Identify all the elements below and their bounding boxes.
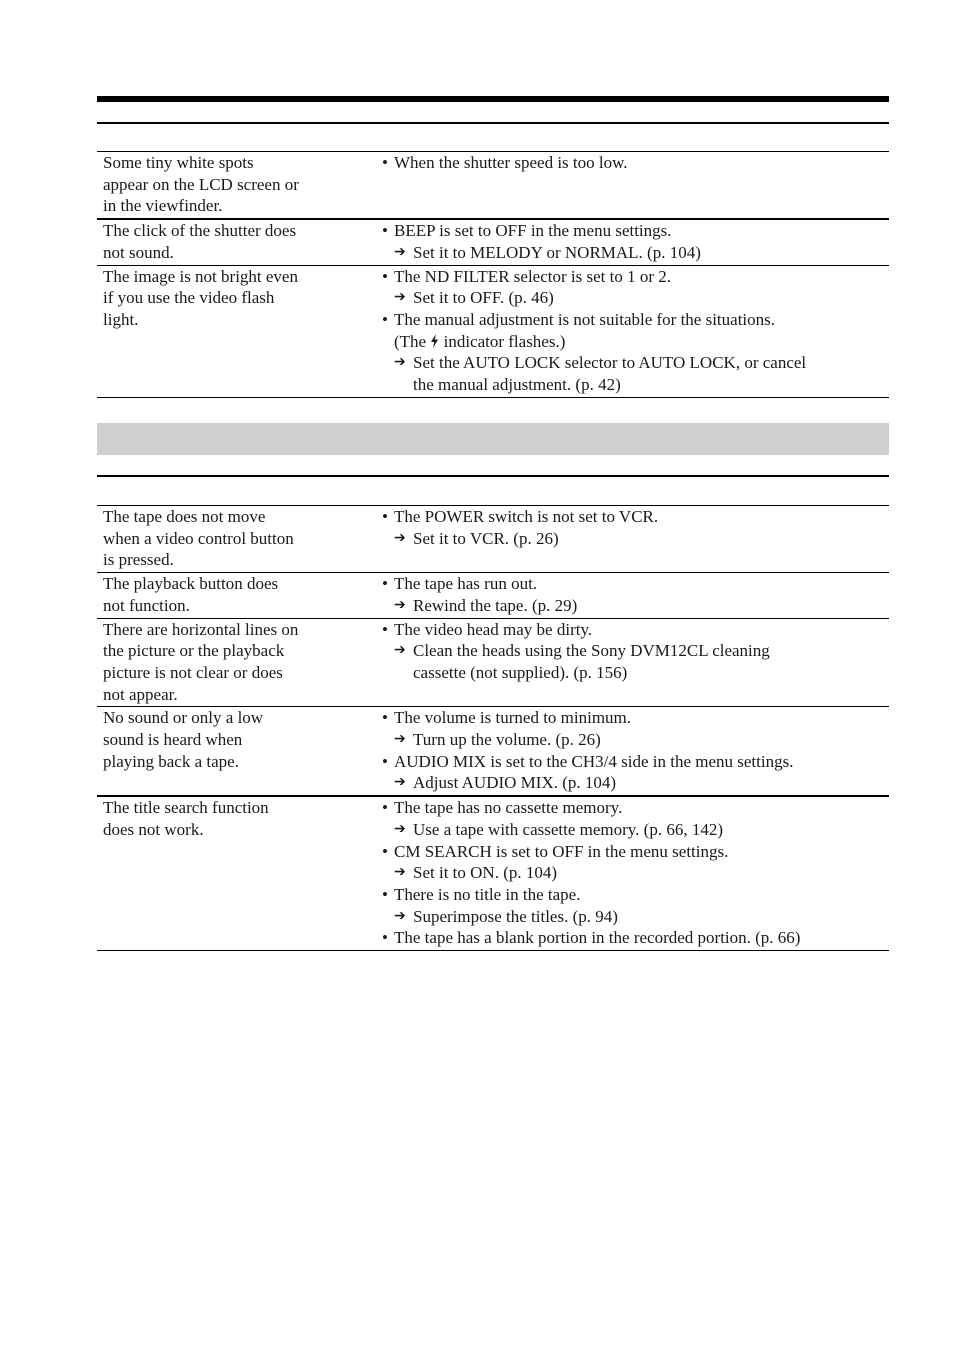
- cause-remedy-cell: [377, 573, 889, 618]
- symptom-line: playing back a tape.: [103, 751, 239, 771]
- cause-item: • AUDIO MIX is set to the CH3/4 side in the menu settings.: [381, 751, 881, 773]
- symptom-line: picture is not clear or does: [103, 662, 283, 682]
- cause-remedy-cell: [377, 796, 889, 950]
- cause-remedy-cell: [377, 152, 889, 220]
- symptom-cell: [97, 152, 377, 220]
- remedy-item: [381, 352, 881, 374]
- remedy-item: [381, 242, 881, 264]
- cause-item: • When the shutter speed is too low.: [381, 152, 881, 174]
- remedy-item: [381, 862, 881, 884]
- troubleshooting-table-playback: [97, 505, 889, 951]
- remedy-text: Set it to VCR. (p. 26): [413, 528, 559, 548]
- symptom-line: does not work.: [103, 819, 204, 839]
- symptom-line: The title search function: [103, 798, 269, 818]
- symptom-line: in the viewfinder.: [103, 196, 223, 216]
- remedy-text: Set the AUTO LOCK selector to AUTO LOCK, or cancel: [413, 353, 807, 373]
- symptom-cell: [97, 573, 377, 618]
- arrow-right-icon: ➔: [394, 908, 406, 924]
- remedy-item: [381, 729, 881, 751]
- remedy-continuation: cassette (not supplied). (p. 156): [413, 662, 628, 682]
- table-row: [97, 152, 889, 220]
- symptom-line: The image is not bright even: [103, 266, 298, 286]
- symptom-line: The tape does not move: [103, 507, 266, 526]
- remedy-text: Clean the heads using the Sony DVM12CL cleaning: [413, 641, 770, 661]
- symptom-line: light.: [103, 309, 139, 329]
- symptom-line: not function.: [103, 595, 190, 615]
- remedy-item: [381, 819, 881, 841]
- symptom-cell: [97, 707, 377, 796]
- symptom-line: if you use the video flash: [103, 288, 275, 308]
- top-heavy-rule: [97, 96, 889, 102]
- cause-continuation-pre: (The: [394, 331, 427, 351]
- remedy-text: Set it to MELODY or NORMAL. (p. 104): [413, 242, 701, 262]
- remedy-text: Rewind the tape. (p. 29): [413, 595, 578, 615]
- symptom-cell: [97, 219, 377, 265]
- arrow-right-icon: ➔: [394, 530, 406, 546]
- cause-item: • The video head may be dirty.: [381, 619, 881, 641]
- table-row: [97, 265, 889, 397]
- symptom-line: No sound or only a low: [103, 708, 264, 728]
- arrow-right-icon: ➔: [394, 355, 406, 371]
- section2-header-rule: [97, 475, 889, 477]
- remedy-text: Set it to OFF. (p. 46): [413, 288, 554, 308]
- remedy-item: [381, 640, 881, 662]
- cause-remedy-cell: [377, 506, 889, 573]
- cause-item: • The volume is turned to minimum.: [381, 707, 881, 729]
- remedy-text: Set it to ON. (p. 104): [413, 863, 558, 883]
- symptom-line: is pressed.: [103, 550, 174, 570]
- section-heading-band: [97, 423, 889, 455]
- remedy-item: [381, 772, 881, 794]
- table-row: [97, 618, 889, 707]
- cause-item: • The tape has a blank portion in the recorded portion. (p. 66): [381, 927, 881, 949]
- remedy-item: [381, 287, 881, 309]
- table-row: [97, 573, 889, 618]
- symptom-line: The playback button does: [103, 574, 279, 594]
- arrow-right-icon: ➔: [394, 732, 406, 748]
- symptom-line: the picture or the playback: [103, 641, 285, 661]
- arrow-right-icon: ➔: [394, 597, 406, 613]
- table-row: [97, 796, 889, 950]
- cause-remedy-cell: [377, 265, 889, 397]
- symptom-line: Some tiny white spots: [103, 153, 254, 172]
- cause-item: • There is no title in the tape.: [381, 884, 881, 906]
- remedy-text: Superimpose the titles. (p. 94): [413, 906, 618, 926]
- symptom-cell: [97, 506, 377, 573]
- symptom-line: not sound.: [103, 242, 174, 262]
- cause-remedy-cell: [377, 219, 889, 265]
- symptom-cell: [97, 796, 377, 950]
- cause-item: • The tape has run out.: [381, 573, 881, 595]
- symptom-line: when a video control button: [103, 528, 294, 548]
- arrow-right-icon: ➔: [394, 643, 406, 659]
- cause-continuation: [381, 331, 881, 353]
- cause-item: • The POWER switch is not set to VCR.: [381, 506, 881, 528]
- arrow-right-icon: ➔: [394, 775, 406, 791]
- arrow-right-icon: ➔: [394, 244, 406, 260]
- remedy-item: [381, 595, 881, 617]
- arrow-right-icon: ➔: [394, 290, 406, 306]
- symptom-line: sound is heard when: [103, 730, 243, 750]
- remedy-text: Use a tape with cassette memory. (p. 66, 142): [413, 819, 724, 839]
- symptom-line: appear on the LCD screen or: [103, 174, 299, 194]
- cause-item: • The ND FILTER selector is set to 1 or 2.: [381, 266, 881, 288]
- cause-item: • The tape has no cassette memory.: [381, 797, 881, 819]
- symptom-line: There are horizontal lines on: [103, 619, 299, 639]
- remedy-item: [381, 528, 881, 550]
- remedy-text: Turn up the volume. (p. 26): [413, 730, 601, 750]
- cause-continuation-post: indicator flashes.): [443, 331, 566, 351]
- remedy-item: [381, 906, 881, 928]
- cause-remedy-cell: [377, 618, 889, 707]
- symptom-cell: [97, 618, 377, 707]
- table-row: [97, 707, 889, 796]
- symptom-cell: [97, 265, 377, 397]
- table-row: [97, 219, 889, 265]
- arrow-right-icon: ➔: [394, 865, 406, 881]
- cause-item: • CM SEARCH is set to OFF in the menu settings.: [381, 841, 881, 863]
- cause-item: • BEEP is set to OFF in the menu settings.: [381, 220, 881, 242]
- symptom-line: not appear.: [103, 684, 178, 704]
- symptom-line: The click of the shutter does: [103, 221, 297, 241]
- troubleshooting-table-recording: [97, 151, 889, 398]
- cause-remedy-cell: [377, 707, 889, 796]
- flash-indicator-icon: [426, 332, 444, 351]
- cause-item: • The manual adjustment is not suitable for the situations.: [381, 309, 881, 331]
- arrow-right-icon: ➔: [394, 821, 406, 837]
- table-row: [97, 506, 889, 573]
- section1-header-rule: [97, 122, 889, 124]
- remedy-continuation: the manual adjustment. (p. 42): [413, 375, 621, 395]
- remedy-text: Adjust AUDIO MIX. (p. 104): [413, 773, 617, 793]
